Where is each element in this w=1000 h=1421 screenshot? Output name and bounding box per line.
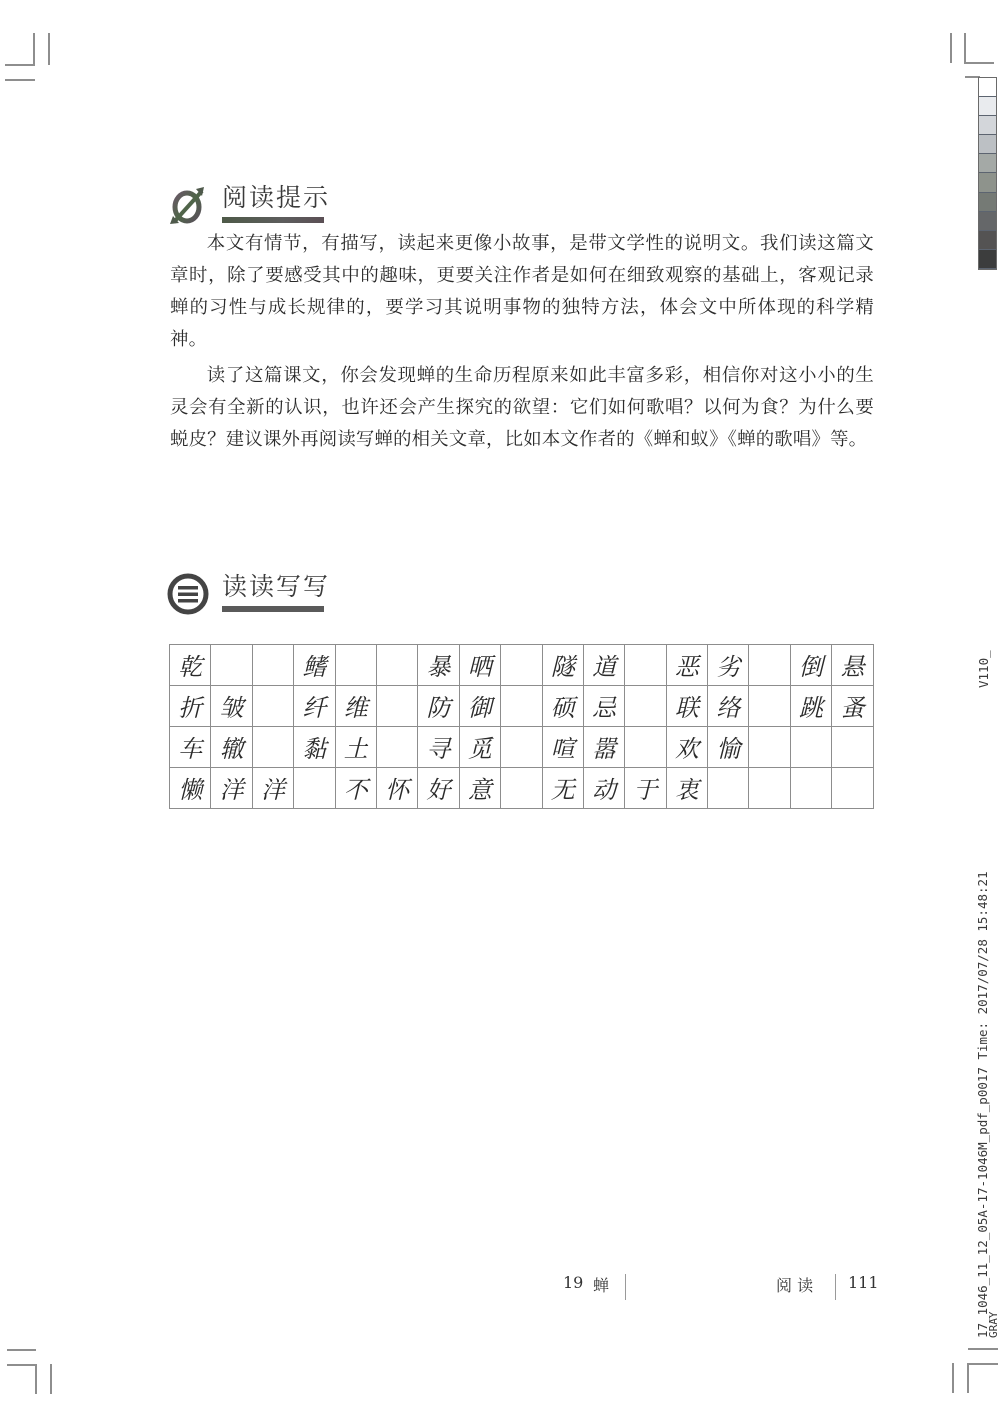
grid-cell: 懒: [170, 767, 211, 808]
crop-mark: [967, 1363, 969, 1393]
grid-cell: 道: [583, 645, 624, 686]
gray-scale-step: [979, 193, 996, 212]
grid-cell: [749, 767, 790, 808]
grid-cell: [749, 685, 790, 726]
grid-cell: [501, 767, 542, 808]
version-mark: V110_: [976, 650, 991, 688]
section-name: 阅 读: [776, 1276, 814, 1295]
gray-scale-step: [979, 250, 996, 269]
grid-cell: [708, 767, 749, 808]
grid-cell: 车: [170, 726, 211, 767]
grid-cell: 防: [418, 685, 459, 726]
grid-cell: 洋: [252, 767, 293, 808]
grid-cell: 觅: [459, 726, 500, 767]
grid-cell: [790, 726, 831, 767]
grid-cell: [335, 645, 376, 686]
crop-mark: [964, 62, 994, 64]
reading-tip-paragraph: 本文有情节，有描写，读起来更像小故事，是带文学性的说明文。我们读这篇文章时，除了要感受其中的趣味，更要关注作者是如何在细致观察的基础上，客观记录蝉的习性与成长规律的，要学习其说明事物的独特方法，体会文中所体现的科学精神。: [170, 233, 874, 350]
vocabulary-grid: [169, 644, 874, 809]
reading-tip-header: [166, 183, 330, 227]
crop-mark: [968, 1348, 998, 1350]
grid-cell: 喧: [542, 726, 583, 767]
grid-cell: [501, 726, 542, 767]
grid-cell: 倒: [790, 645, 831, 686]
grid-cell: 乾: [170, 645, 211, 686]
grid-cell: [294, 767, 335, 808]
grid-cell: 维: [335, 685, 376, 726]
crop-mark: [952, 1363, 954, 1393]
grid-cell: 络: [708, 685, 749, 726]
grid-cell: 皱: [211, 685, 252, 726]
title-underline: [222, 606, 324, 612]
grid-cell: 辙: [211, 726, 252, 767]
lesson-number: 19: [563, 1273, 584, 1292]
crop-mark: [48, 33, 50, 65]
grid-cell: 欢: [666, 726, 707, 767]
grid-cell: [376, 645, 417, 686]
grid-cell: 怀: [376, 767, 417, 808]
crop-mark: [964, 33, 966, 63]
grid-row: [170, 767, 874, 808]
grid-row: [170, 685, 874, 726]
grid-cell: 黏: [294, 726, 335, 767]
gray-scale-step: [979, 173, 996, 192]
grid-cell: [376, 726, 417, 767]
page-number: 111: [848, 1273, 879, 1292]
grid-cell: 联: [666, 685, 707, 726]
grid-cell: 折: [170, 685, 211, 726]
grid-cell: 寻: [418, 726, 459, 767]
grid-cell: [376, 685, 417, 726]
crop-mark: [50, 1364, 52, 1394]
reading-tip-paragraph: 读了这篇课文，你会发现蝉的生命历程原来如此丰富多彩，相信你对这小小的生灵会有全新的认识，也许还会产生探究的欲望：它们如何歌唱？以何为食？为什么要蜕皮？建议课外再阅读写蝉的相关文章，比如本文作者的《蝉和蚁》《蝉的歌唱》等。: [170, 365, 874, 450]
grid-cell: [252, 726, 293, 767]
grid-cell: [832, 726, 873, 767]
grid-cell: 劣: [708, 645, 749, 686]
grid-cell: 跳: [790, 685, 831, 726]
grid-cell: 硕: [542, 685, 583, 726]
crop-mark: [7, 1349, 36, 1351]
grid-cell: [501, 685, 542, 726]
grid-cell: 衷: [666, 767, 707, 808]
grid-cell: 无: [542, 767, 583, 808]
grid-cell: [749, 645, 790, 686]
grid-cell: [252, 645, 293, 686]
gray-scale-step: [979, 135, 996, 154]
grid-cell: 御: [459, 685, 500, 726]
print-job-info: 17_1046_11_12_05A-17-1046M_pdf_p0017 Time: 2017/07/28 15:48:21: [975, 871, 990, 1338]
section-title: 阅读提示: [222, 183, 331, 212]
three-lines-circle-icon: [166, 572, 210, 616]
grid-cell: [501, 645, 542, 686]
grid-cell: 纤: [294, 685, 335, 726]
grid-cell: [625, 726, 666, 767]
grid-cell: 嚣: [583, 726, 624, 767]
grid-row: [170, 645, 874, 686]
grid-cell: 晒: [459, 645, 500, 686]
crop-mark: [5, 79, 35, 81]
grid-cell: 鳍: [294, 645, 335, 686]
crop-mark: [950, 33, 952, 63]
gray-scale-step: [979, 154, 996, 173]
gray-scale-step: [979, 212, 996, 231]
grid-cell: [252, 685, 293, 726]
section-title: 读读写写: [222, 572, 331, 601]
grid-cell: 洋: [211, 767, 252, 808]
grid-cell: 于: [625, 767, 666, 808]
grid-cell: [749, 726, 790, 767]
grid-row: [170, 726, 874, 767]
grid-cell: 隧: [542, 645, 583, 686]
grid-cell: 好: [418, 767, 459, 808]
grid-cell: 不: [335, 767, 376, 808]
grid-cell: 动: [583, 767, 624, 808]
grid-cell: 忌: [583, 685, 624, 726]
gray-scale-step: [979, 231, 996, 250]
grid-cell: [832, 767, 873, 808]
footer-divider: [835, 1274, 836, 1300]
grid-cell: 蚤: [832, 685, 873, 726]
crop-mark: [968, 1363, 998, 1365]
grid-cell: [625, 685, 666, 726]
gray-scale-strip: [978, 77, 997, 270]
crop-mark: [7, 1364, 36, 1366]
footer-divider: [625, 1274, 626, 1300]
lesson-title: 蝉: [593, 1276, 610, 1295]
grid-cell: [790, 767, 831, 808]
grid-cell: 暴: [418, 645, 459, 686]
grid-cell: [625, 645, 666, 686]
grid-cell: [211, 645, 252, 686]
gray-scale-step: [979, 78, 996, 97]
crop-mark: [5, 64, 35, 66]
gray-scale-step: [979, 116, 996, 135]
read-write-header: [166, 572, 330, 616]
grid-cell: 恶: [666, 645, 707, 686]
crop-mark: [33, 33, 35, 65]
crop-mark: [35, 1364, 37, 1394]
title-underline: [222, 217, 324, 223]
color-mode-label: GRAY: [987, 1311, 1000, 1338]
grid-cell: 意: [459, 767, 500, 808]
grid-cell: 愉: [708, 726, 749, 767]
arrows-cycle-icon: [166, 183, 210, 227]
grid-cell: 土: [335, 726, 376, 767]
grid-cell: 悬: [832, 645, 873, 686]
gray-scale-step: [979, 97, 996, 116]
